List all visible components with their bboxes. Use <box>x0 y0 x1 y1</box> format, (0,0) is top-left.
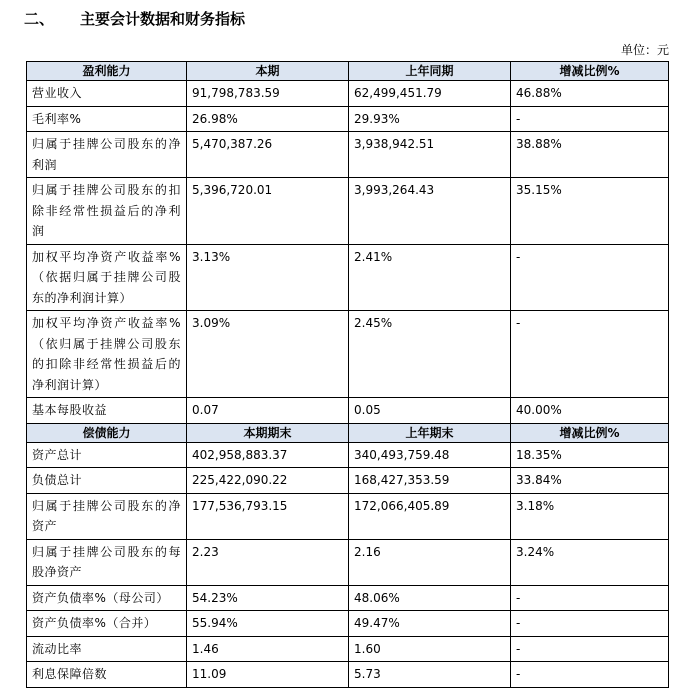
table-row <box>27 585 669 611</box>
current-value: 5,396,720.01 <box>187 178 349 245</box>
prior-value: 0.05 <box>349 398 511 424</box>
current-value: 2.23 <box>187 539 349 585</box>
financial-indicators-table <box>26 61 669 688</box>
prior-value: 340,493,759.48 <box>349 442 511 468</box>
section-number: 二、 <box>24 10 55 28</box>
table-row <box>27 244 669 311</box>
table-row <box>27 662 669 688</box>
change-value: - <box>511 585 669 611</box>
row-label: 资产负债率%（母公司） <box>27 585 187 611</box>
header-profitability: 盈利能力 <box>27 62 187 81</box>
table-row <box>27 106 669 132</box>
change-value: 33.84% <box>511 468 669 494</box>
prior-value: 168,427,353.59 <box>349 468 511 494</box>
row-label: 归属于挂牌公司股东的净利润 <box>27 132 187 178</box>
change-value: 38.88% <box>511 132 669 178</box>
row-label: 资产负债率%（合并） <box>27 611 187 637</box>
prior-value: 49.47% <box>349 611 511 637</box>
change-value: - <box>511 311 669 398</box>
current-value: 11.09 <box>187 662 349 688</box>
change-value: 46.88% <box>511 81 669 107</box>
header-current-period-end: 本期期末 <box>187 423 349 442</box>
change-value: - <box>511 636 669 662</box>
current-value: 0.07 <box>187 398 349 424</box>
table-row <box>27 611 669 637</box>
row-label: 基本每股收益 <box>27 398 187 424</box>
prior-value: 2.45% <box>349 311 511 398</box>
profit-header-row <box>27 62 669 81</box>
current-value: 225,422,090.22 <box>187 468 349 494</box>
change-value: - <box>511 244 669 311</box>
row-label: 毛利率% <box>27 106 187 132</box>
section-heading <box>24 8 245 29</box>
prior-value: 2.41% <box>349 244 511 311</box>
current-value: 1.46 <box>187 636 349 662</box>
header-prior-year-end: 上年期末 <box>349 423 511 442</box>
row-label: 归属于挂牌公司股东的每股净资产 <box>27 539 187 585</box>
row-label: 流动比率 <box>27 636 187 662</box>
current-value: 177,536,793.15 <box>187 493 349 539</box>
table-row <box>27 468 669 494</box>
row-label: 加权平均净资产收益率%（依归属于挂牌公司股东的扣除非经常性损益后的净利润计算） <box>27 311 187 398</box>
current-value: 5,470,387.26 <box>187 132 349 178</box>
row-label: 资产总计 <box>27 442 187 468</box>
header-current-period: 本期 <box>187 62 349 81</box>
row-label: 归属于挂牌公司股东的扣除非经常性损益后的净利润 <box>27 178 187 245</box>
table-row <box>27 442 669 468</box>
section-title: 主要会计数据和财务指标 <box>80 10 246 28</box>
table-row <box>27 539 669 585</box>
current-value: 26.98% <box>187 106 349 132</box>
current-value: 402,958,883.37 <box>187 442 349 468</box>
prior-value: 3,993,264.43 <box>349 178 511 245</box>
table-row <box>27 398 669 424</box>
change-value: - <box>511 611 669 637</box>
prior-value: 3,938,942.51 <box>349 132 511 178</box>
prior-value: 5.73 <box>349 662 511 688</box>
prior-value: 29.93% <box>349 106 511 132</box>
current-value: 3.09% <box>187 311 349 398</box>
prior-value: 2.16 <box>349 539 511 585</box>
row-label: 营业收入 <box>27 81 187 107</box>
solvency-header-row <box>27 423 669 442</box>
prior-value: 48.06% <box>349 585 511 611</box>
change-value: 35.15% <box>511 178 669 245</box>
change-value: 3.18% <box>511 493 669 539</box>
row-label: 负债总计 <box>27 468 187 494</box>
row-label: 归属于挂牌公司股东的净资产 <box>27 493 187 539</box>
current-value: 54.23% <box>187 585 349 611</box>
row-label: 加权平均净资产收益率%（依据归属于挂牌公司股东的净利润计算） <box>27 244 187 311</box>
table-row <box>27 493 669 539</box>
unit-label: 单位：元 <box>620 43 669 57</box>
change-value: 3.24% <box>511 539 669 585</box>
header-change-percent: 增减比例% <box>511 423 669 442</box>
change-value: 18.35% <box>511 442 669 468</box>
header-prior-period: 上年同期 <box>349 62 511 81</box>
change-value: - <box>511 106 669 132</box>
table-row <box>27 132 669 178</box>
table-row <box>27 178 669 245</box>
table-row <box>27 636 669 662</box>
prior-value: 172,066,405.89 <box>349 493 511 539</box>
header-change-percent: 增减比例% <box>511 62 669 81</box>
change-value: 40.00% <box>511 398 669 424</box>
current-value: 3.13% <box>187 244 349 311</box>
change-value: - <box>511 662 669 688</box>
table-row <box>27 311 669 398</box>
prior-value: 62,499,451.79 <box>349 81 511 107</box>
prior-value: 1.60 <box>349 636 511 662</box>
row-label: 利息保障倍数 <box>27 662 187 688</box>
header-solvency: 偿债能力 <box>27 423 187 442</box>
current-value: 91,798,783.59 <box>187 81 349 107</box>
table-row <box>27 81 669 107</box>
current-value: 55.94% <box>187 611 349 637</box>
